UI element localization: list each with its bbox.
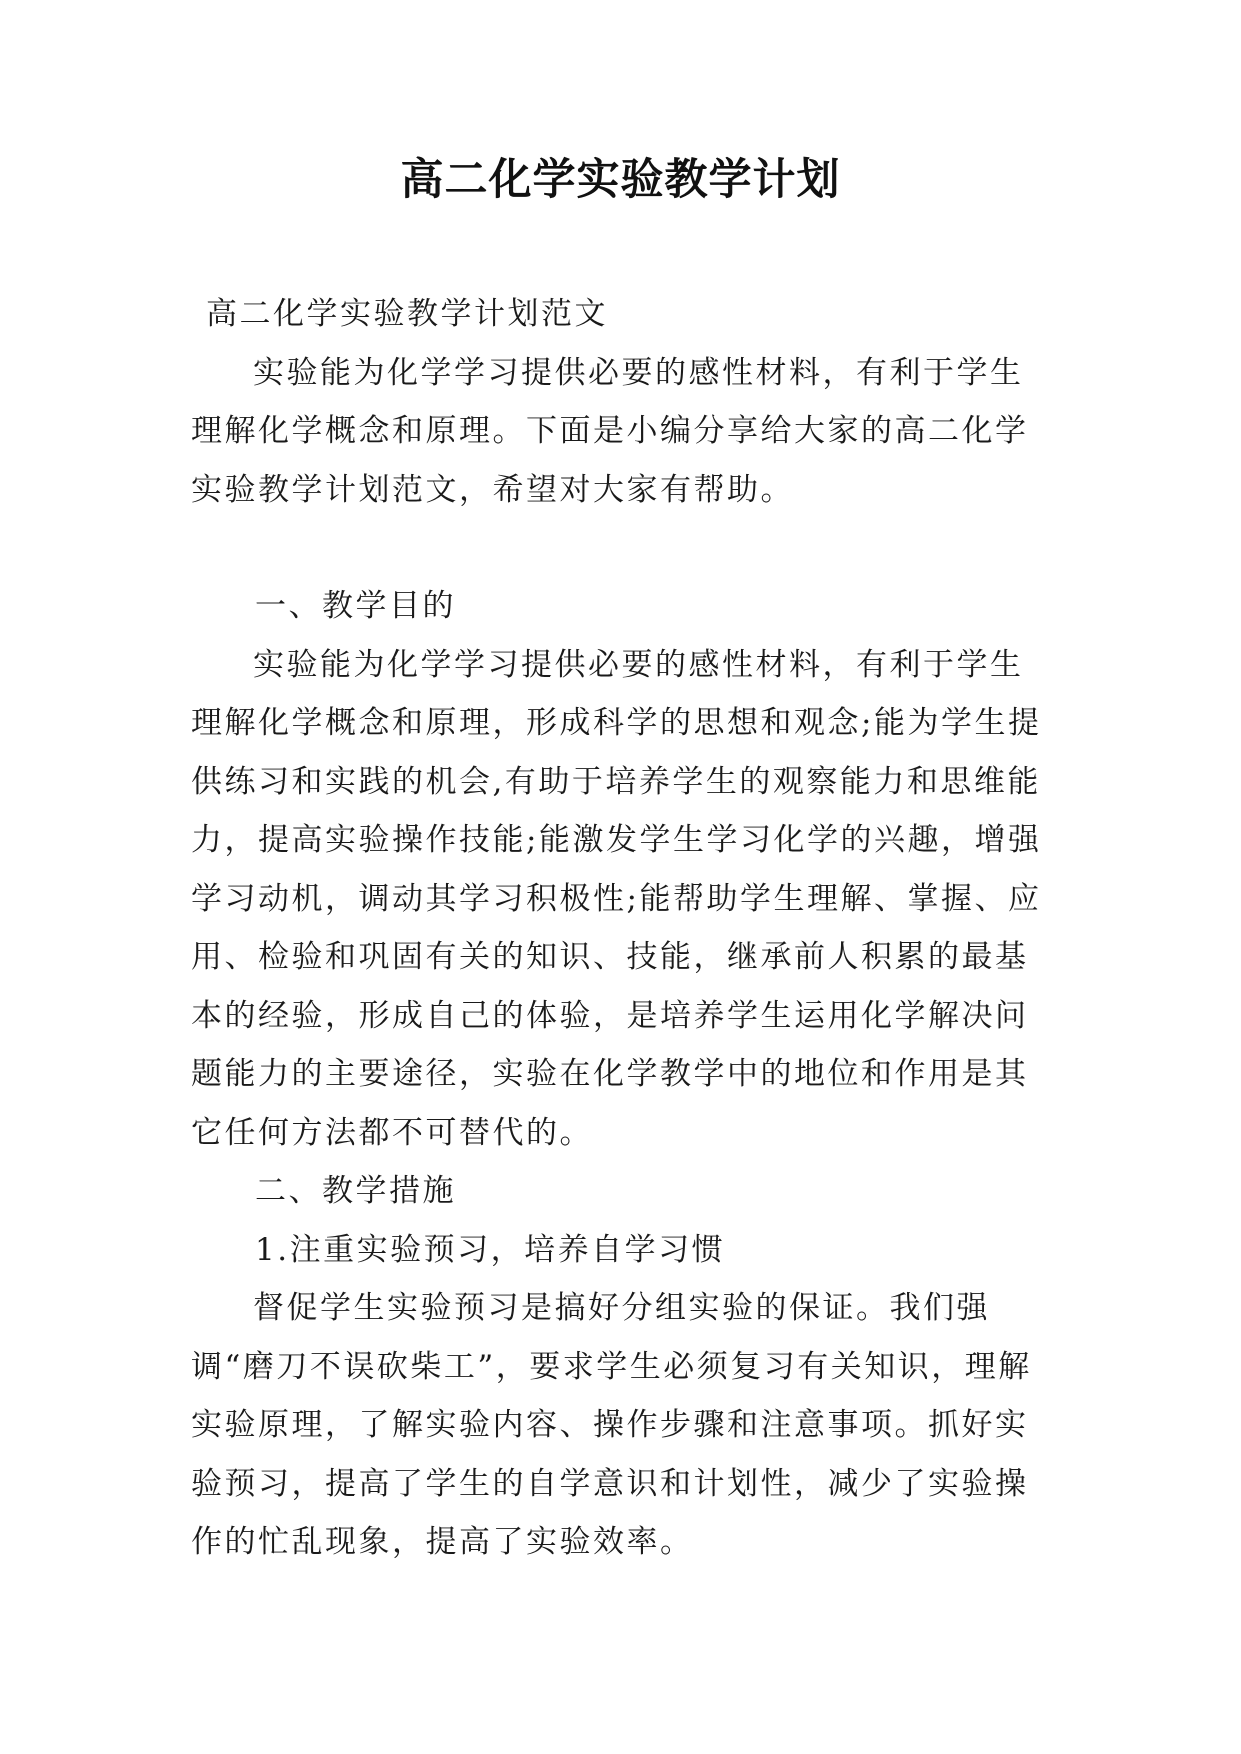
document-title: 高二化学实验教学计划 — [400, 155, 841, 205]
document-body — [191, 285, 1051, 1572]
subheading-preview: 1.注重实验预习，培养自学习惯 — [255, 1231, 726, 1268]
document-subtitle: 高二化学实验教学计划范文 — [206, 296, 608, 332]
intro-paragraph: 实验能为化学学习提供必要的感性材料，有利于学生理解化学概念和原理。下面是小编分享给大家的高二化学实验教学计划范文，希望对大家有帮助。 — [191, 354, 1029, 508]
paragraph-gap — [191, 519, 1051, 577]
section-heading-measures: 二、教学措施 — [255, 1173, 456, 1209]
preview-paragraph: 督促学生实验预习是搞好分组实验的保证。我们强调“磨刀不误砍柴工”，要求学生必须复习有关知识，理解实验原理，了解实验内容、操作步骤和注意事项。抓好实验预习，提高了学生的自学意识和计划性，减少了实验操作的忙乱现象，提高了实验效率。 — [191, 1290, 1032, 1560]
purpose-paragraph: 实验能为化学学习提供必要的感性材料，有利于学生理解化学概念和原理，形成科学的思想和观念;能为学生提供练习和实践的机会,有助于培养学生的观察能力和思维能力，提高实验操作技能;能激发学生学习化学的兴趣，增强学习动机，调动其学习积极性;能帮助学生理解、掌握、应用、检验和巩固有关的知识、技能，继承前人积累的最基本的经验，形成自己的体验，是培养学生运用化学解决问题能力的主要途径，实验在化学教学中的地位和作用是其它任何方法都不可替代的。 — [191, 646, 1042, 1151]
section-heading-purpose: 一、教学目的 — [255, 588, 456, 624]
